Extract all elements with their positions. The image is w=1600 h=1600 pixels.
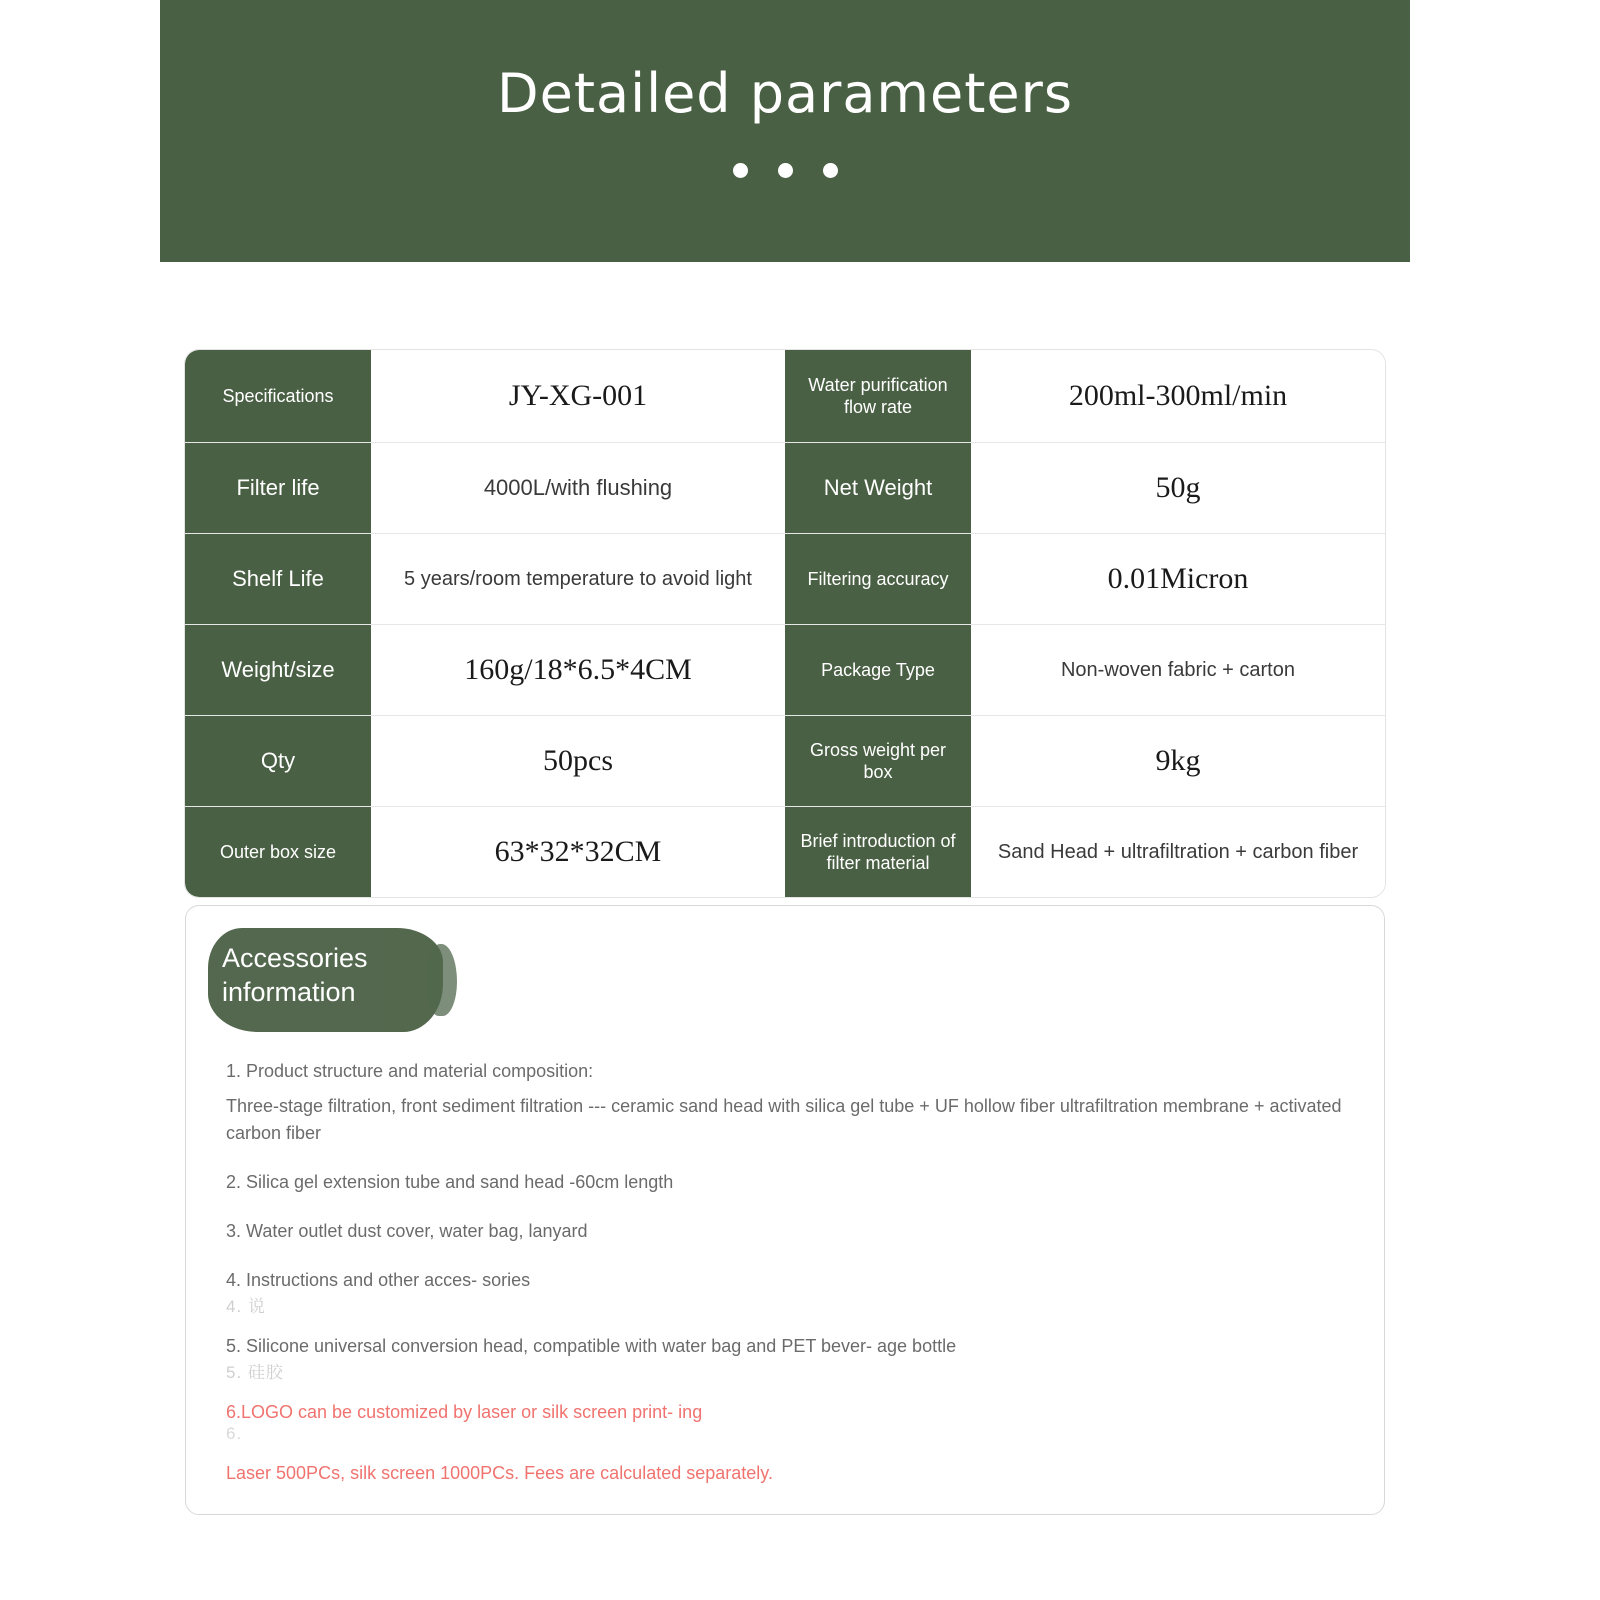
table-row <box>185 807 1385 897</box>
cell-label-filter-life: Filter life <box>185 443 371 533</box>
carousel-dots[interactable] <box>733 163 838 178</box>
table-row <box>185 716 1385 807</box>
cell-label-qty: Qty <box>185 716 371 806</box>
fees-note-line: Laser 500PCs, silk screen 1000PCs. Fees are calculated separately. <box>226 1463 773 1483</box>
cell-value-filter-life: 4000L/with flushing <box>371 443 785 533</box>
cell-label-filter-material: Brief introduction of filter material <box>785 807 971 897</box>
table-row <box>185 443 1385 534</box>
carousel-dot-2[interactable] <box>778 163 793 178</box>
accessories-body <box>226 1058 1344 1509</box>
cell-value-outer-box-size: 63*32*32CM <box>371 807 785 897</box>
cell-value-shelf-life: 5 years/room temperature to avoid light <box>371 534 785 624</box>
cell-label-net-weight: Net Weight <box>785 443 971 533</box>
page-title: Detailed parameters <box>497 62 1073 125</box>
list-item: 5. Silicone universal conversion head, compatible with water bag and PET bever- age bottle <box>226 1336 957 1356</box>
carousel-dot-1[interactable] <box>733 163 748 178</box>
list-item: 1. Product structure and material composition: <box>226 1061 594 1081</box>
cell-label-shelf-life: Shelf Life <box>185 534 371 624</box>
specifications-table <box>185 350 1385 897</box>
cell-label-specifications: Specifications <box>185 350 371 442</box>
cell-label-gross-weight: Gross weight per box <box>785 716 971 806</box>
cell-value-weight-size: 160g/18*6.5*4CM <box>371 625 785 715</box>
ghost-text-mark: 5. 硅胶 <box>226 1363 284 1382</box>
cell-label-filtering-accuracy: Filtering accuracy <box>785 534 971 624</box>
cell-value-specifications: JY-XG-001 <box>371 350 785 442</box>
ghost-text-mark: 6. <box>226 1424 243 1443</box>
cell-value-filter-material: Sand Head + ultrafiltration + carbon fiber <box>971 807 1385 897</box>
accessories-title-block <box>208 928 448 1032</box>
logo-note-line: 6.LOGO can be customized by laser or silk screen print- ing <box>226 1402 703 1422</box>
cell-label-outer-box-size: Outer box size <box>185 807 371 897</box>
cell-value-package-type: Non-woven fabric + carton <box>971 625 1385 715</box>
cell-label-weight-size: Weight/size <box>185 625 371 715</box>
cell-value-net-weight: 50g <box>971 443 1385 533</box>
cell-value-filtering-accuracy: 0.01Micron <box>971 534 1385 624</box>
table-row <box>185 534 1385 625</box>
cell-value-flow-rate: 200ml-300ml/min <box>971 350 1385 442</box>
banner <box>160 0 1410 262</box>
list-item: 4. Instructions and other acces- sories <box>226 1270 531 1290</box>
carousel-dot-3[interactable] <box>823 163 838 178</box>
table-row <box>185 350 1385 443</box>
ghost-text-mark: 4. 说 <box>226 1297 266 1316</box>
cell-value-qty: 50pcs <box>371 716 785 806</box>
accessories-title: Accessories information <box>222 943 368 1007</box>
cell-label-flow-rate: Water purification flow rate <box>785 350 971 442</box>
cell-value-gross-weight: 9kg <box>971 716 1385 806</box>
list-item: 3. Water outlet dust cover, water bag, lanyard <box>226 1221 588 1241</box>
table-row <box>185 625 1385 716</box>
list-item: Three-stage filtration, front sediment filtration --- ceramic sand head with silica gel tube + UF hollow fiber ultrafiltration membrane + activated carbon fiber <box>226 1096 1342 1143</box>
accessories-panel <box>185 905 1385 1515</box>
list-item: 2. Silica gel extension tube and sand head -60cm length <box>226 1172 674 1192</box>
cell-label-package-type: Package Type <box>785 625 971 715</box>
